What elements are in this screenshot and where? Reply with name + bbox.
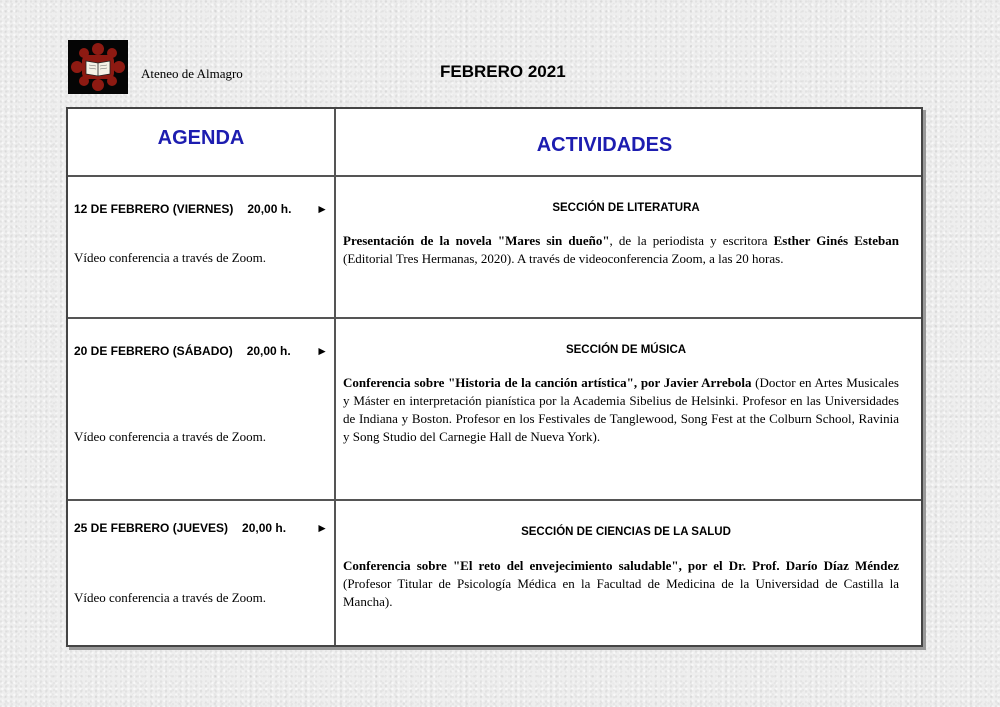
desc-bold: Presentación de la novela xyxy=(343,233,492,248)
section-title: SECCIÓN DE MÚSICA xyxy=(565,344,687,356)
open-book-cross-icon xyxy=(68,40,128,94)
ateneo-logo xyxy=(68,40,128,94)
event-date-label: 25 DE FEBRERO (JUEVES) xyxy=(74,521,229,535)
play-arrow-icon: ► xyxy=(316,521,328,535)
row-divider xyxy=(68,317,921,319)
desc-title: "El reto del envejecimiento saludable" xyxy=(452,558,679,573)
event-description xyxy=(343,557,899,611)
desc-text: , de la periodista y escritora xyxy=(609,233,774,248)
desc-text: , por xyxy=(633,375,664,390)
event-date-label: 20 DE FEBRERO (SÁBADO) xyxy=(74,344,233,358)
event-date xyxy=(74,202,330,216)
event-venue: Vídeo conferencia a través de Zoom. xyxy=(74,250,267,265)
desc-bold: Conferencia sobre xyxy=(343,375,449,390)
agenda-column-header: AGENDA xyxy=(157,127,245,149)
play-arrow-icon: ► xyxy=(316,202,328,216)
section-title: SECCIÓN DE LITERATURA xyxy=(552,202,700,214)
month-title: FEBRERO 2021 xyxy=(440,62,566,81)
desc-speaker: Javier Arrebola xyxy=(663,375,752,390)
desc-text: (Profesor Titular de Psicología Médica en la Facultad de Medicina de la Universidad de Castilla la Mancha). xyxy=(343,576,899,609)
desc-bold: Conferencia sobre xyxy=(343,558,453,573)
event-date xyxy=(74,521,330,535)
play-arrow-icon: ► xyxy=(316,344,328,358)
event-date xyxy=(74,344,330,358)
section-title: SECCIÓN DE CIENCIAS DE LA SALUD xyxy=(521,526,731,538)
event-date-label: 12 DE FEBRERO (VIERNES) xyxy=(74,202,234,216)
desc-speaker: Esther Ginés Esteban xyxy=(773,233,899,248)
desc-title: "Historia de la canción artística" xyxy=(448,375,634,390)
org-name: Ateneo de Almagro xyxy=(141,66,243,81)
event-description xyxy=(343,374,899,446)
row-divider xyxy=(68,499,921,501)
row-divider xyxy=(68,175,921,177)
desc-text: (Editorial Tres Hermanas, 2020). A través de videoconferencia Zoom, a las 20 horas. xyxy=(343,251,784,266)
desc-speaker: Dr. Prof. Darío Díaz Méndez xyxy=(728,558,900,573)
event-venue: Vídeo conferencia a través de Zoom. xyxy=(74,429,267,444)
event-time: 20,00 h. xyxy=(247,202,292,216)
event-time: 20,00 h. xyxy=(242,521,287,535)
event-venue: Vídeo conferencia a través de Zoom. xyxy=(74,590,267,605)
agenda-table xyxy=(66,107,923,647)
column-divider xyxy=(334,109,336,645)
actividades-column-header: ACTIVIDADES xyxy=(536,134,673,156)
event-description xyxy=(343,232,899,268)
desc-text: , por el xyxy=(678,558,729,573)
event-time: 20,00 h. xyxy=(246,344,291,358)
desc-title: "Mares sin dueño" xyxy=(491,233,610,248)
desc-text: (Doctor en Artes Musicales y Máster en interpretación pianística por la Academia Sibelius de Helsinki. Profesor en las Universidades de Indiana y Boston. Profesor en los Festivales de Tanglewood, Song Fest at the Colburn School, Ravinia y Song Studio del Carnegie Hall de Nueva York). xyxy=(343,375,899,444)
